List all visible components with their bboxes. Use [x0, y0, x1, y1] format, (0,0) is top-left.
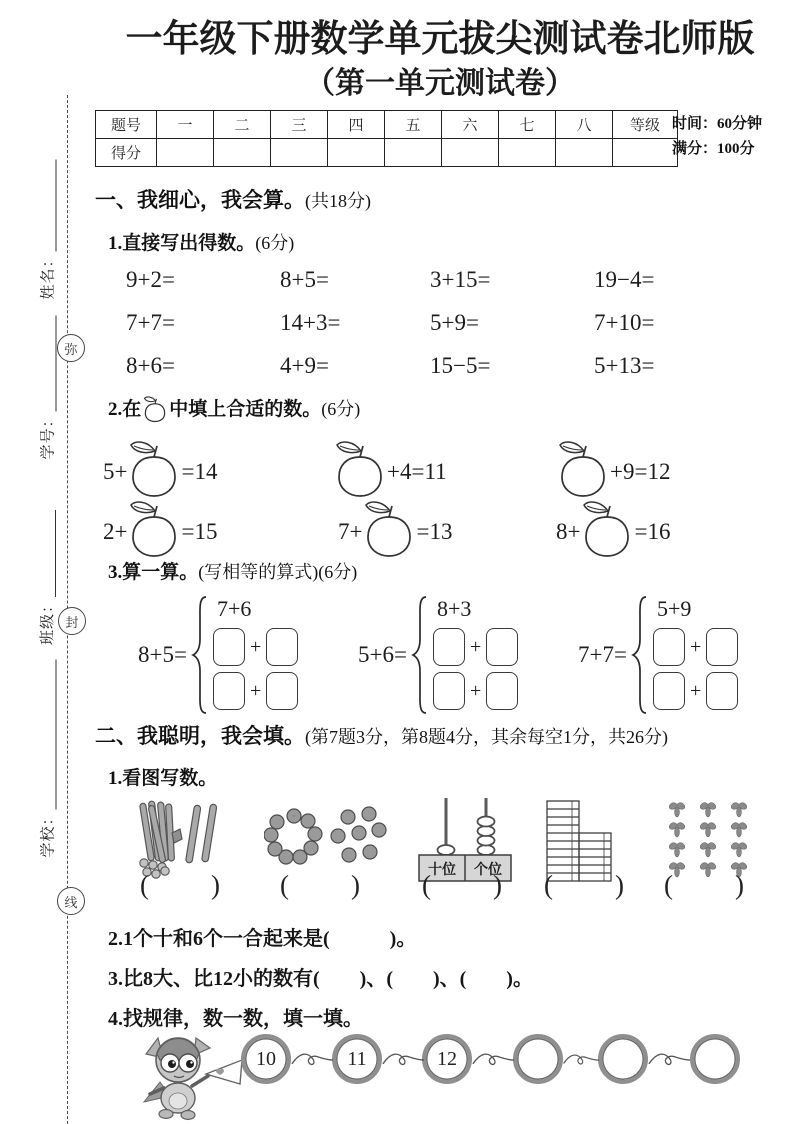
section-two-heading: 二、我聪明，我会填。(第7题3分，第8题4分，其余每空1分，共26分)	[95, 724, 668, 748]
abacus-ones-label: 个位	[474, 863, 502, 878]
brace-icon	[630, 593, 648, 717]
problem: 15−5=	[430, 352, 491, 378]
chain-circle: 12	[422, 1034, 472, 1084]
score-cell	[157, 139, 214, 167]
chain-connector	[381, 1048, 425, 1074]
score-cell	[499, 139, 556, 167]
chain-circle-blank	[690, 1034, 740, 1084]
problem: 3+15=	[430, 266, 491, 292]
apple-equation: +9=12	[556, 438, 670, 498]
equal-expression-group: 5+6= 8+3 + +	[358, 593, 518, 717]
score-table-score-row	[96, 139, 678, 167]
problem: 9+2=	[126, 266, 175, 292]
chain-circle-blank	[513, 1034, 563, 1084]
chain-circle: 10	[241, 1034, 291, 1084]
score-cell	[442, 139, 499, 167]
flower-icon	[667, 840, 687, 859]
student-no-field-blank	[37, 315, 56, 411]
problem: 5+9=	[430, 309, 479, 335]
equal-expression-group: 8+5= 7+6 + +	[138, 593, 298, 717]
problem: 4+9=	[280, 352, 329, 378]
apple-blank-icon	[362, 498, 416, 558]
bead-ring-image	[264, 803, 388, 875]
flower-icon	[667, 820, 687, 839]
chain-circle-blank	[598, 1034, 648, 1084]
given-expression: 7+6	[216, 596, 252, 621]
apple-blank-icon	[127, 438, 181, 498]
apple-blank-icon	[127, 498, 181, 558]
class-field-label: 班级：	[39, 596, 56, 645]
student-no-field	[33, 303, 59, 460]
seal-char-mi: 弥	[57, 334, 85, 362]
apple-blank-icon	[333, 438, 387, 498]
apple-equation: 2+ =15	[103, 498, 217, 558]
problem: 7+7=	[126, 309, 175, 335]
answer-box	[433, 672, 465, 710]
score-table-score-label: 得分	[96, 139, 157, 167]
flower-icon	[698, 840, 718, 859]
problem: 14+3=	[280, 309, 341, 335]
page-subtitle: （第一单元测试卷）	[305, 67, 575, 100]
seal-char-feng: 封	[58, 607, 86, 635]
apple-equation: +4=11	[333, 438, 447, 498]
chain-connector	[647, 1048, 691, 1074]
answer-box	[213, 672, 245, 710]
student-no-field-label: 学号：	[39, 411, 56, 460]
apple-icon	[142, 395, 168, 423]
problem: 8+6=	[126, 352, 175, 378]
flower-icon	[698, 800, 718, 819]
class-field	[33, 497, 59, 645]
apple-blank-icon	[580, 498, 634, 558]
score-cell	[385, 139, 442, 167]
answer-parens: ( )	[422, 870, 502, 900]
seal-char-xian: 线	[57, 887, 85, 915]
problem: 7+10=	[594, 309, 655, 335]
school-field	[33, 645, 59, 858]
school-field-blank	[37, 659, 56, 809]
apple-equation: 8+ =16	[556, 498, 670, 558]
time-note: 时间：60分钟	[672, 116, 763, 132]
answer-parens: ( )	[140, 870, 220, 900]
class-field-blank	[37, 510, 56, 597]
score-cell	[328, 139, 385, 167]
answer-box	[213, 628, 245, 666]
answer-box	[486, 672, 518, 710]
q2-2-text: 2.1个十和6个一合起来是( )。	[108, 928, 417, 950]
flower-icon	[698, 820, 718, 839]
full-score-note: 满分：100分	[672, 141, 755, 157]
page-title: 一年级下册数学单元拔尖测试卷北师版	[125, 19, 755, 60]
name-field-label: 姓名：	[40, 251, 56, 300]
time-info	[672, 112, 762, 162]
answer-parens: ( )	[280, 870, 360, 900]
chain-connector	[290, 1048, 334, 1074]
answer-box	[486, 628, 518, 666]
school-field-label: 学校：	[39, 809, 56, 858]
name-field-blank	[37, 159, 56, 251]
answer-box	[266, 672, 298, 710]
problem: 19−4=	[594, 266, 655, 292]
flower-icon	[729, 840, 749, 859]
q2-4-text: 4.找规律，数一数，填一填。	[108, 1008, 363, 1030]
answer-parens: ( )	[664, 870, 744, 900]
equal-expression-group: 7+7= 5+9 + +	[578, 593, 738, 717]
answer-box	[653, 672, 685, 710]
score-table-qno-label: 题号	[96, 111, 157, 139]
chain-connector	[471, 1048, 515, 1074]
answer-box	[706, 672, 738, 710]
chain-connector	[562, 1048, 600, 1074]
chain-circle: 11	[332, 1034, 382, 1084]
flower-icon	[667, 800, 687, 819]
score-cell	[613, 139, 678, 167]
answer-box	[706, 628, 738, 666]
q1-2-label: 2.在 中填上合适的数。 (6分)	[108, 394, 360, 421]
apple-equation: 5+ =14	[103, 438, 217, 498]
score-table-header-row: 题号 一 二 三 四 五 六 七 八 等级	[96, 111, 678, 139]
flower-icon	[729, 820, 749, 839]
answer-box	[266, 628, 298, 666]
score-table	[95, 110, 678, 167]
score-cell	[556, 139, 613, 167]
q1-1-label: 1.直接写出得数。 (6分)	[108, 232, 295, 254]
q1-3-label: 3.算一算。 (写相等的算式)(6分)	[108, 561, 358, 583]
answer-box	[433, 628, 465, 666]
flower-icon	[729, 800, 749, 819]
name-field	[34, 147, 60, 300]
q2-1-label: 1.看图写数。	[108, 768, 218, 789]
given-expression: 8+3	[436, 596, 472, 621]
q2-3-text: 3.比8大、比12小的数有( )、( )、( )。	[108, 968, 533, 990]
given-expression: 5+9	[656, 596, 692, 621]
flower-array-image	[662, 800, 754, 879]
section-one-heading: 一、我细心，我会算。(共18分)	[95, 188, 371, 212]
problem: 8+5=	[280, 266, 329, 292]
score-cell	[214, 139, 271, 167]
score-cell	[271, 139, 328, 167]
answer-parens: ( )	[544, 870, 624, 900]
brace-icon	[190, 593, 208, 717]
direct-calc-grid	[126, 258, 744, 387]
apple-equation: 7+ =13	[338, 498, 452, 558]
brace-icon	[410, 593, 428, 717]
mascot-illustration	[136, 1028, 248, 1122]
problem: 5+13=	[594, 352, 655, 378]
abacus-tens-label: 十位	[428, 863, 456, 878]
apple-blank-icon	[556, 438, 610, 498]
answer-box	[653, 628, 685, 666]
